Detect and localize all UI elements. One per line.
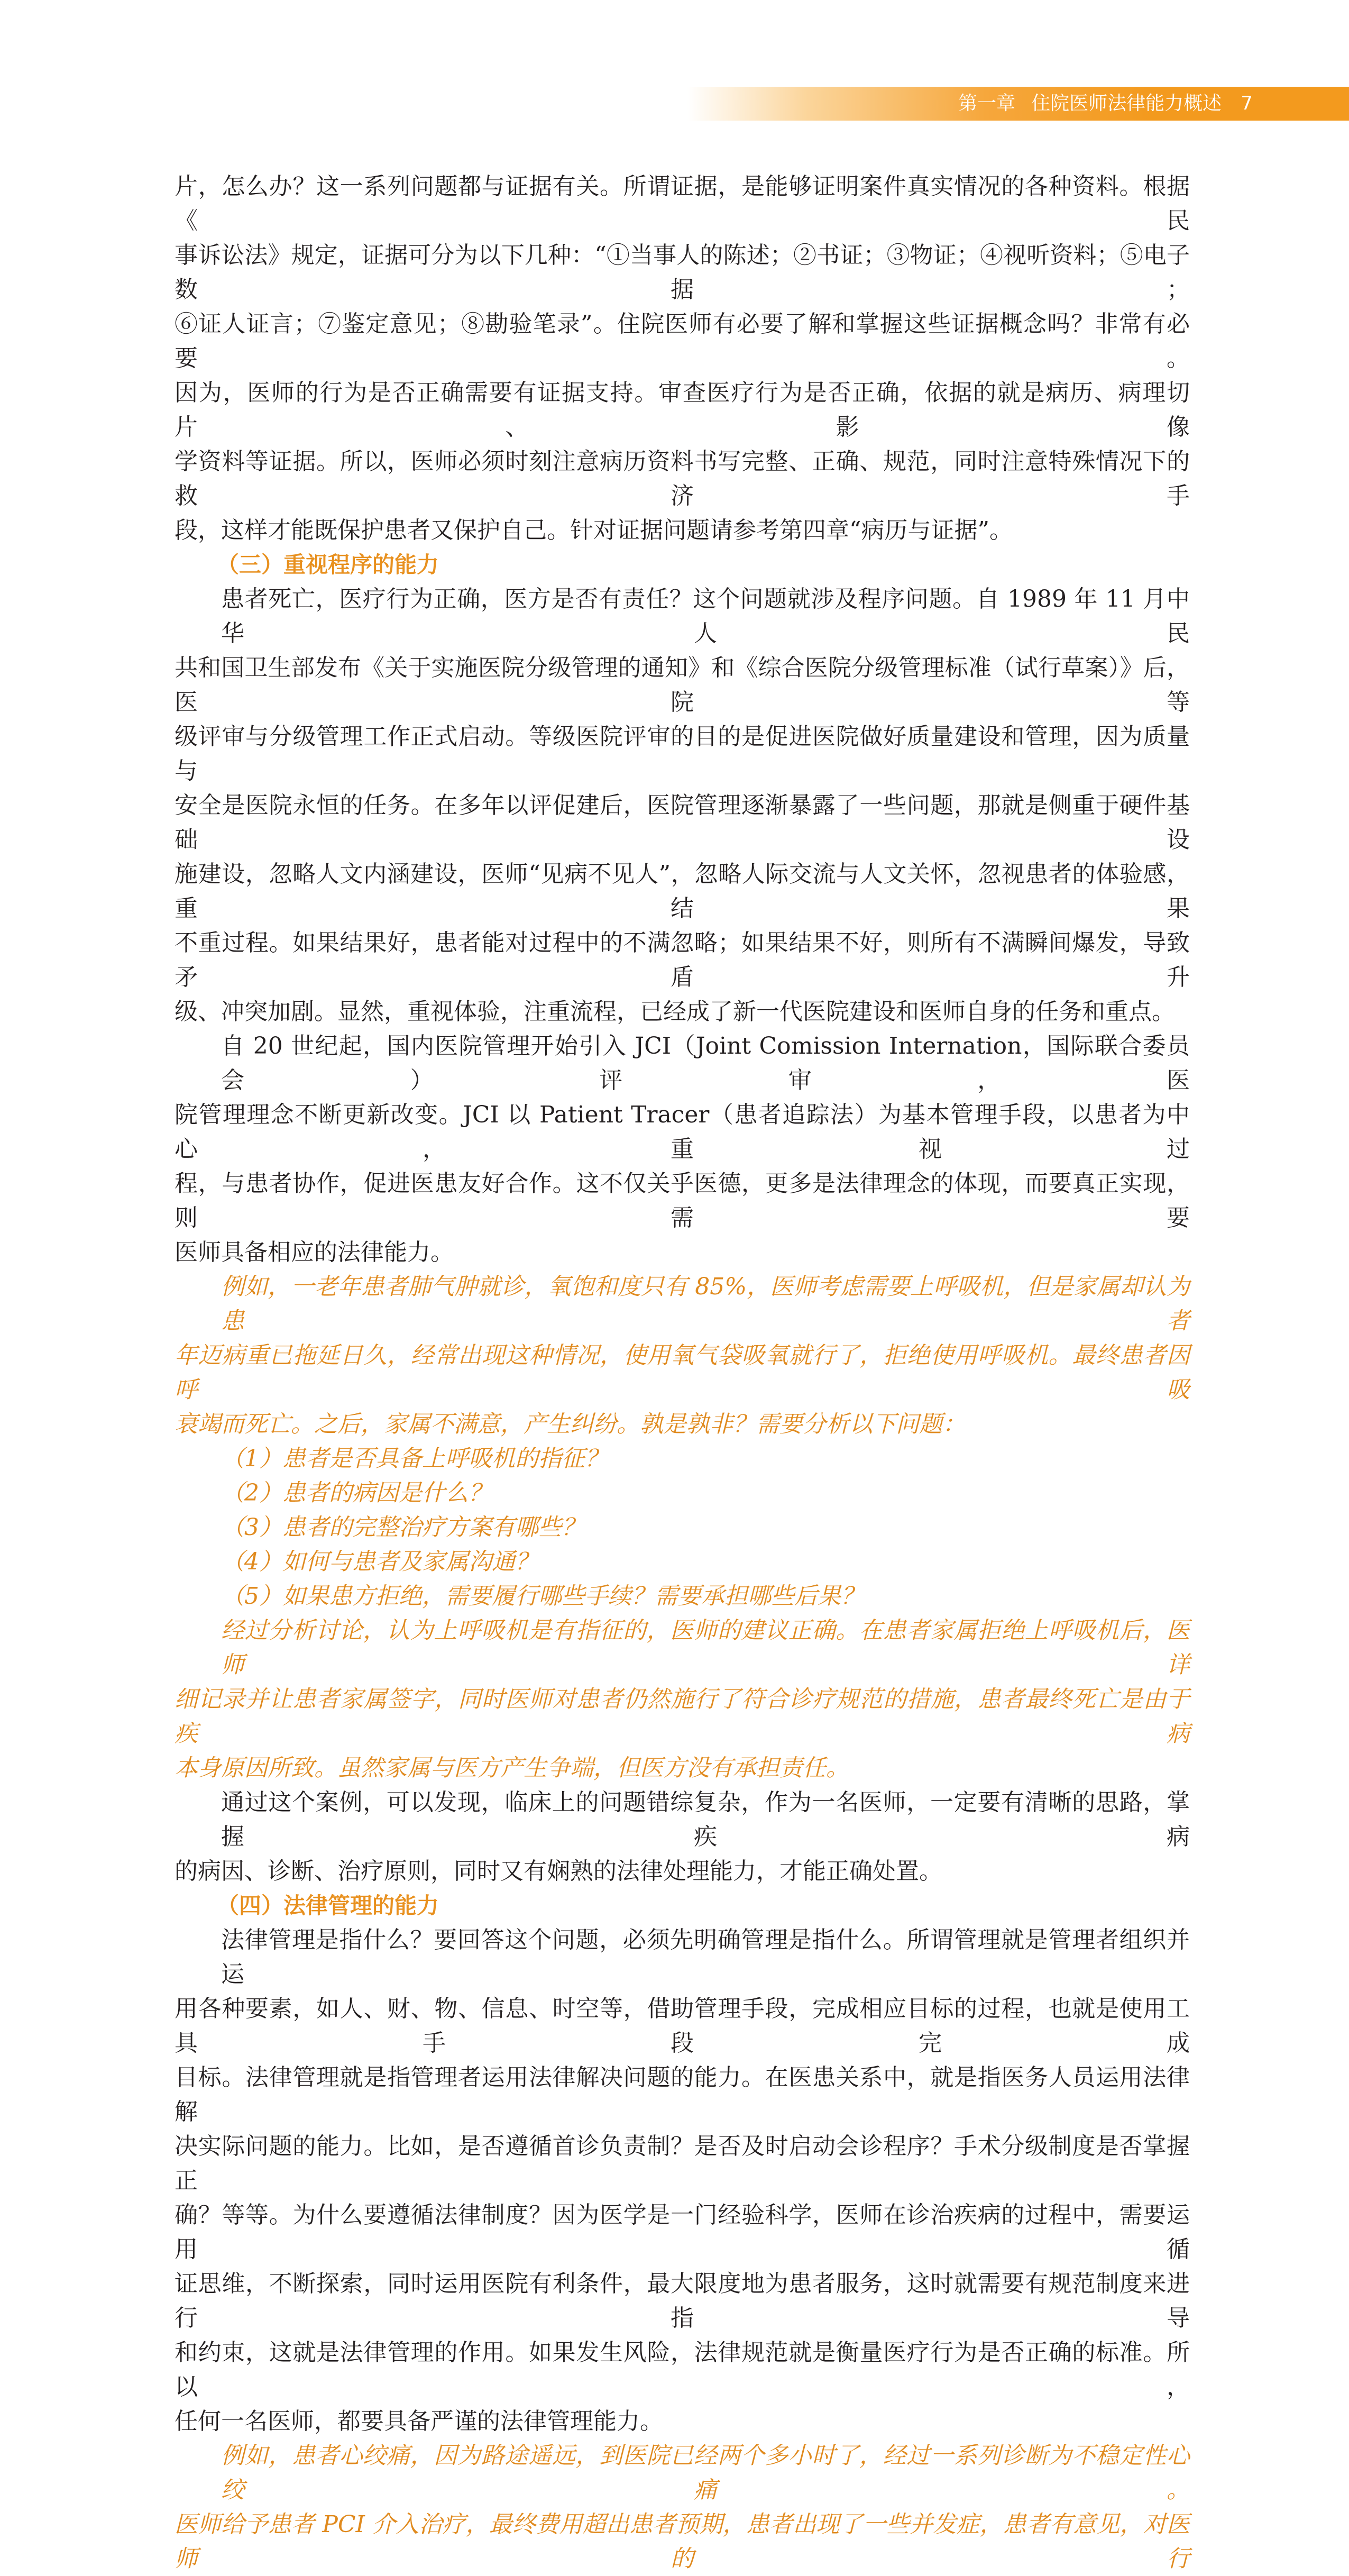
text-line: 任何一名医师，都要具备严谨的法律管理能力。 xyxy=(175,2408,663,2435)
text-line: 医师具备相应的法律能力。 xyxy=(175,1239,454,1266)
case-conclusion xyxy=(175,1613,1190,1785)
text-line: 证思维，不断探索，同时运用医院有利条件，最大限度地为患者服务，这时就需要有规范制度来进行指导 xyxy=(175,2270,1190,2332)
paragraph-case-summary xyxy=(175,1785,1190,1888)
section-heading-procedure: （三）重视程序的能力 xyxy=(217,552,439,578)
text-line: 片，怎么办？这一系列问题都与证据有关。所谓证据，是能够证明案件真实情况的各种资料。根据《民 xyxy=(175,173,1190,234)
list-item: （1）患者是否具备上呼吸机的指征？ xyxy=(221,1445,608,1472)
text-line: 的病因、诊断、治疗原则，同时又有娴熟的法律处理能力，才能正确处置。 xyxy=(175,1858,942,1885)
section-heading-legal-management: （四）法律管理的能力 xyxy=(217,1893,439,1919)
text-line: 安全是医院永恒的任务。在多年以评促建后，医院管理逐渐暴露了一些问题，那就是侧重于硬件基础设 xyxy=(175,792,1190,853)
text-line: 级评审与分级管理工作正式启动。等级医院评审的目的是促进医院做好质量建设和管理，因为质量与 xyxy=(175,723,1190,784)
text-line: 共和国卫生部发布《关于实施医院分级管理的通知》和《综合医院分级管理标准（试行草案）》后，医院等 xyxy=(175,654,1190,716)
text-line: 事诉讼法》规定，证据可分为以下几种：“①当事人的陈述；②书证；③物证；④视听资料；⑤电子数据； xyxy=(175,242,1190,303)
running-header xyxy=(958,89,1253,118)
text-line: 自 20 世纪起，国内医院管理开始引入 JCI（Joint Comission Internation，国际联合委员会）评审，医 xyxy=(221,1033,1190,1094)
chapter-label: 第一章 xyxy=(958,93,1016,114)
text-line: 目标。法律管理就是指管理者运用法律解决问题的能力。在医患关系中，就是指医务人员运用法律解 xyxy=(175,2064,1190,2125)
case-example-emphysema xyxy=(175,1269,1190,1441)
text-line: 用各种要素，如人、财、物、信息、时空等，借助管理手段，完成相应目标的过程，也就是使用工具手段完成 xyxy=(175,1995,1190,2057)
list-item: （4）如何与患者及家属沟通？ xyxy=(221,1548,538,1575)
case-question-list xyxy=(175,1441,1190,1613)
list-item: （3）患者的完整治疗方案有哪些？ xyxy=(221,1514,585,1541)
text-line: 不重过程。如果结果好，患者能对过程中的不满忽略；如果结果不好，则所有不满瞬间爆发，导致矛盾升 xyxy=(175,929,1190,991)
text-line: 和约束，这就是法律管理的作用。如果发生风险，法律规范就是衡量医疗行为是否正确的标准。所以， xyxy=(175,2339,1190,2400)
case-example-angina xyxy=(175,2438,1190,2576)
list-item: （5）如果患方拒绝，需要履行哪些手续？需要承担哪些后果？ xyxy=(221,1583,864,1610)
list-item: （2）患者的病因是什么？ xyxy=(221,1479,492,1506)
text-line: 决实际问题的能力。比如，是否遵循首诊负责制？是否及时启动会诊程序？手术分级制度是否掌握正 xyxy=(175,2133,1190,2194)
chapter-title: 住院医师法律能力概述 xyxy=(1031,93,1222,114)
text-line: 医师给予患者 PCI 介入治疗，最终费用超出患者预期，患者出现了一些并发症，患者有意见，对医师的行 xyxy=(175,2511,1190,2572)
text-line: 确？等等。为什么要遵循法律制度？因为医学是一门经验科学，医师在诊治疾病的过程中，需要运用循 xyxy=(175,2202,1190,2263)
paragraph-procedure xyxy=(175,582,1190,1029)
text-line: 级、冲突加剧。显然，重视体验，注重流程，已经成了新一代医院建设和医师自身的任务和重点。 xyxy=(175,998,1175,1025)
text-line: 本身原因所致。虽然家属与医方产生争端，但医方没有承担责任。 xyxy=(175,1755,849,1782)
paragraph-legal-management xyxy=(175,1923,1190,2438)
page-number: 7 xyxy=(1241,93,1253,114)
text-line: 学资料等证据。所以，医师必须时刻注意病历资料书写完整、正确、规范，同时注意特殊情况下的救济手 xyxy=(175,448,1190,509)
text-line: 法律管理是指什么？要回答这个问题，必须先明确管理是指什么。所谓管理就是管理者组织并运 xyxy=(221,1926,1190,1988)
page-body xyxy=(175,169,1190,2576)
paragraph-evidence xyxy=(175,169,1190,547)
text-line: 患者死亡，医疗行为正确，医方是否有责任？这个问题就涉及程序问题。自 1989 年 11 月中华人民 xyxy=(221,586,1190,647)
text-line: 例如，患者心绞痛，因为路途遥远，到医院已经两个多小时了，经过一系列诊断为不稳定性心绞痛。 xyxy=(221,2442,1190,2504)
text-line: 施建设，忽略人文内涵建设，医师“见病不见人”，忽略人际交流与人文关怀，忽视患者的体验感，重结果 xyxy=(175,861,1190,922)
text-line: 经过分析讨论，认为上呼吸机是有指征的，医师的建议正确。在患者家属拒绝上呼吸机后，医师详 xyxy=(221,1617,1190,1678)
text-line: 通过这个案例，可以发现，临床上的问题错综复杂，作为一名医师，一定要有清晰的思路，掌握疾病 xyxy=(221,1789,1190,1850)
text-line: 因为，医师的行为是否正确需要有证据支持。审查医疗行为是否正确，依据的就是病历、病理切片、影像 xyxy=(175,379,1190,441)
paragraph-jci xyxy=(175,1029,1190,1269)
text-line: 衰竭而死亡。之后，家属不满意，产生纠纷。孰是孰非？需要分析以下问题： xyxy=(175,1411,966,1438)
text-line: 段，这样才能既保护患者又保护自己。针对证据问题请参考第四章“病历与证据”。 xyxy=(175,517,1013,544)
text-line: 院管理理念不断更新改变。JCI 以 Patient Tracer（患者追踪法）为基本管理手段，以患者为中心，重视过 xyxy=(175,1101,1190,1163)
text-line: 例如，一老年患者肺气肿就诊，氧饱和度只有 85%，医师考虑需要上呼吸机，但是家属却认为患者 xyxy=(221,1273,1190,1335)
text-line: ⑥证人证言；⑦鉴定意见；⑧勘验笔录”。住院医师有必要了解和掌握这些证据概念吗？非常有必要。 xyxy=(175,310,1190,372)
text-line: 年迈病重已拖延日久，经常出现这种情况，使用氧气袋吸氧就行了，拒绝使用呼吸机。最终患者因呼吸 xyxy=(175,1342,1190,1403)
text-line: 细记录并让患者家属签字，同时医师对患者仍然施行了符合诊疗规范的措施，患者最终死亡是由于疾病 xyxy=(175,1686,1190,1747)
text-line: 程，与患者协作，促进医患友好合作。这不仅关乎医德，更多是法律理念的体现，而要真正实现，则需要 xyxy=(175,1170,1190,1231)
